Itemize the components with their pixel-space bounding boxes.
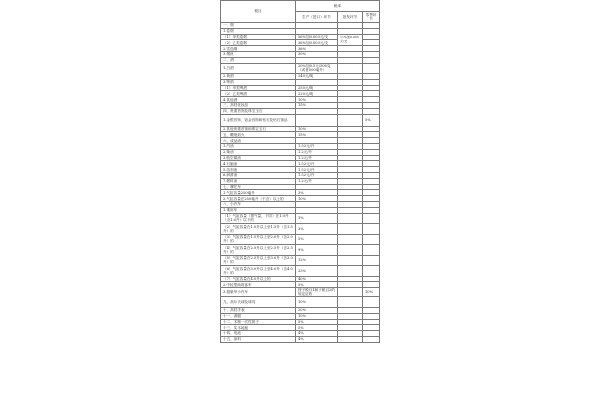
item-cell: 十一、游艇 (221, 313, 296, 319)
production-rate-cell: 240元/吨 (296, 74, 338, 80)
table-row (221, 255, 380, 266)
wholesale-rate-cell (338, 255, 363, 266)
retail-rate-cell (363, 63, 380, 74)
production-rate-cell: 20% (296, 307, 338, 313)
item-cell: 1.金银首饰、铂金首饰和钻石及钻石饰品 (221, 114, 296, 126)
wholesale-rate-cell (338, 224, 363, 235)
item-cell: （1）甲类啤酒 (221, 85, 296, 91)
item-cell: 十四、电池 (221, 331, 296, 337)
item-cell: 四、贵重首饰及珠宝玉石 (221, 108, 296, 114)
item-cell: （6）气缸容量在3.0升以上至4.0升（含4.0升）的 (221, 266, 296, 277)
item-cell: 1.白酒 (221, 63, 296, 74)
item-cell: 3.啤酒 (221, 79, 296, 85)
table-row (221, 213, 380, 224)
retail-rate-cell (363, 266, 380, 277)
production-rate-cell: 36% (296, 46, 338, 52)
production-rate-cell: 9% (296, 245, 338, 256)
production-rate-cell (296, 114, 338, 126)
wholesale-rate-cell (338, 336, 363, 342)
production-rate-cell: 250元/吨 (296, 85, 338, 91)
table-row (221, 336, 380, 342)
item-cell: （4）气缸容量在2.0升以上至2.5升（含2.5升）的 (221, 245, 296, 256)
item-cell: 六、成品油 (221, 138, 296, 144)
item-cell: （7）气缸容量在4.0升以上的 (221, 276, 296, 282)
production-rate-cell: 12% (296, 255, 338, 266)
retail-rate-cell (363, 213, 380, 224)
header-retail: 零售环节 (363, 12, 380, 23)
item-cell: 十二、木制一次性筷子 (221, 319, 296, 325)
production-rate-cell: 4% (296, 331, 338, 337)
wholesale-rate-cell (338, 297, 363, 308)
retail-rate-cell: 10% (363, 288, 380, 297)
item-cell: 九、高尔夫球及球具 (221, 297, 296, 308)
table-row (221, 297, 380, 308)
production-rate-cell: 1.52元/升 (296, 167, 338, 173)
table-row (221, 266, 380, 277)
production-rate-cell: 10% (296, 297, 338, 308)
production-rate-cell: 10% (296, 313, 338, 319)
item-cell: 7.燃料油 (221, 178, 296, 184)
production-rate-cell: 5% (296, 234, 338, 245)
production-rate-cell: 20%加0.5元/500克（或者500毫升） (296, 63, 338, 74)
production-rate-cell: 15% (296, 132, 338, 138)
production-rate-cell: 1.2元/升 (296, 178, 338, 184)
table-row (221, 288, 380, 297)
item-cell: 2.黄酒 (221, 74, 296, 80)
item-cell: 4.其他酒 (221, 97, 296, 103)
retail-rate-cell (363, 336, 380, 342)
table-body (221, 23, 380, 343)
production-rate-cell: 5% (296, 282, 338, 288)
item-cell: （2）乙类啤酒 (221, 91, 296, 97)
item-cell: （1）气缸容量（排气量，下同）在1.0升（含1.0升）以下的 (221, 213, 296, 224)
retail-rate-cell (363, 297, 380, 308)
item-cell: （2）气缸容量在1.0升以上至1.5升（含1.5升）的 (221, 224, 296, 235)
item-cell: 一、烟 (221, 23, 296, 29)
item-cell: 2.其他贵重首饰和珠宝玉石 (221, 126, 296, 132)
item-cell: （2）乙类卷烟 (221, 40, 296, 46)
item-cell: 4.石脑油 (221, 161, 296, 167)
wholesale-rate-cell (338, 288, 363, 297)
production-rate-cell: 4% (296, 336, 338, 342)
item-cell: （1）甲类卷烟 (221, 34, 296, 40)
wholesale-rate-cell (338, 266, 363, 277)
retail-rate-cell (363, 245, 380, 256)
production-rate-cell: 1.52元/升 (296, 144, 338, 150)
item-cell: 2.气缸容量在250毫升（不含）以上的 (221, 196, 296, 202)
item-cell: 十五、涂料 (221, 336, 296, 342)
production-rate-cell: 1% (296, 213, 338, 224)
wholesale-rate-cell (338, 234, 363, 245)
header-rate: 税率 (296, 1, 380, 12)
production-rate-cell: 220元/吨 (296, 91, 338, 97)
production-rate-cell: 3% (296, 224, 338, 235)
production-rate-cell: 30% (296, 51, 338, 57)
table-row (221, 234, 380, 245)
production-rate-cell: 10% (296, 97, 338, 103)
production-rate-cell: 25% (296, 266, 338, 277)
table-row (221, 63, 380, 74)
item-cell: 3.烟丝 (221, 51, 296, 57)
production-rate-cell: 5% (296, 319, 338, 325)
header-production: 生产（进口）环节 (296, 12, 338, 23)
item-cell: 6.润滑油 (221, 173, 296, 179)
item-cell: 2.柴油 (221, 149, 296, 155)
production-rate-cell: 56%加0.003元/支 (296, 34, 338, 40)
item-cell: 五、鞭炮焰火 (221, 132, 296, 138)
table-row (221, 224, 380, 235)
production-rate-cell: 5% (296, 325, 338, 331)
header-item: 税目 (221, 1, 296, 23)
item-cell: 三、高档化妆品 (221, 103, 296, 109)
wholesale-rate-cell: 11%加0.005元/支 (338, 34, 363, 46)
item-cell: （5）气缸容量在2.5升以上至3.0升（含3.0升）的 (221, 255, 296, 266)
item-cell: 1.气缸容量250毫升 (221, 190, 296, 196)
item-cell: （3）气缸容量在1.5升以上至2.0升（含2.0升）的 (221, 234, 296, 245)
tax-rate-document (220, 0, 379, 400)
production-rate-cell: 10% (296, 126, 338, 132)
item-cell: 二、酒 (221, 57, 296, 63)
wholesale-rate-cell (338, 245, 363, 256)
item-cell: 十、高档手表 (221, 307, 296, 313)
production-rate-cell: 40% (296, 276, 338, 282)
header-wholesale: 批发环节 (338, 12, 363, 23)
production-rate-cell: 1.52元/升 (296, 173, 338, 179)
item-cell: 1.卷烟 (221, 28, 296, 34)
production-rate-cell: 按子税目1和子税目2的规定征收 (296, 288, 338, 297)
item-cell: 八、小汽车 (221, 202, 296, 208)
item-cell: 1.乘用车 (221, 207, 296, 213)
table-row (221, 114, 380, 126)
item-cell: 2.中轻型商用客车 (221, 282, 296, 288)
item-cell: 十三、实木地板 (221, 325, 296, 331)
table-row (221, 245, 380, 256)
wholesale-rate-cell (338, 114, 363, 126)
production-rate-cell: 15% (296, 103, 338, 109)
retail-rate-cell: 5% (363, 114, 380, 126)
production-rate-cell: 3% (296, 190, 338, 196)
item-cell: 1.汽油 (221, 144, 296, 150)
wholesale-rate-cell (338, 213, 363, 224)
production-rate-cell: 1.2元/升 (296, 149, 338, 155)
production-rate-cell: 1.2元/升 (296, 155, 338, 161)
table-row (221, 34, 380, 40)
retail-rate-cell (363, 234, 380, 245)
production-rate-cell: 10% (296, 196, 338, 202)
retail-rate-cell (363, 255, 380, 266)
retail-rate-cell (363, 224, 380, 235)
item-cell: 七、摩托车 (221, 184, 296, 190)
item-cell: 3.航空煤油 (221, 155, 296, 161)
production-rate-cell: 1.52元/升 (296, 161, 338, 167)
production-rate-cell: 36%加0.003元/支 (296, 40, 338, 46)
item-cell: 5.溶剂油 (221, 167, 296, 173)
item-cell: 2.雪茄烟 (221, 46, 296, 52)
tax-rate-table (220, 0, 380, 343)
wholesale-rate-cell (338, 63, 363, 74)
item-cell: 3.超豪华小汽车 (221, 288, 296, 297)
